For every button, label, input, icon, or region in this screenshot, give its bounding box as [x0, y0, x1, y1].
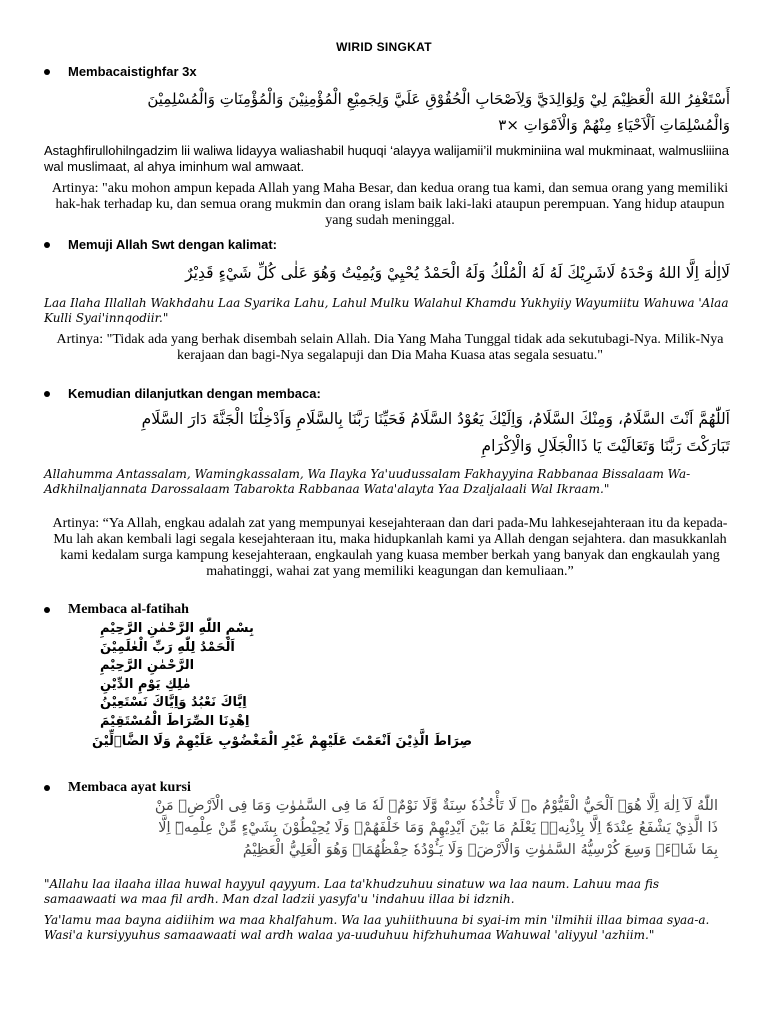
arabic-line: تَبَارَكْتَ رَبَّنَا وَتَعَالَيْتَ يَا ذَاالْجَلَالِ وَالْاِكْرَامِ	[481, 437, 730, 455]
heading-istighfar	[44, 64, 197, 79]
artinya-doa: Artinya: “Ya Allah, engkau adalah zat yang mempunyai kesejahteraan dan dari pada-Mu lahkesejahteraan itu da kepada-Mu lah akan kembali lagi segala kesejahteraan itu, maka hidupkanlah kami ya Allah dengan sejahtera. dan masukkanlah kami kedalam surga kampung kesejahteraan, engkaulah yang kuasa member berkah yang banyak dan engkaulah yang mahatinggi, wahai zat yang memiliki keagungan dan kemuliaan.”	[52, 516, 728, 579]
arabic-line: اللّٰهُ لَآ اِلٰهَ اِلَّا هُوَۚ اَلْحَيُّ الْقَيُّوْمُ ەۚ لَا تَأْخُذُهٗ سِنَةٌ وَّلَا نَوْمٌۗ لَهٗ مَا فِى السَّمٰوٰتِ وَمَا فِى الْاَرْضِۗ مَنْ	[154, 798, 718, 814]
fatihah-verse: الرَّحْمٰنِ الرَّحِيْمِ	[100, 658, 195, 673]
arabic-tahlil: لَااِلٰهَ اِلَّا اللهُ وَحْدَهُ لَاشَرِيْكَ لَهُ لَهُ الْمُلْكُ وَلَهُ الْحَمْدُ يُحْيِيْ وَيُمِيْتُ وَهُوَ عَلٰى كُلِّ شَيْءٍ قَدِيْرٌ	[185, 264, 730, 282]
arabic-kursi	[70, 795, 718, 861]
bullet-icon	[44, 391, 50, 397]
fatihah-verse: اِيَّاكَ نَعْبُدُ وَاِيَّاكَ نَسْتَعِيْنُ	[100, 695, 247, 710]
transliteration-tahlil: Laa Ilaha Illallah Wakhdahu Laa Syarika Lahu, Lahul Mulku Walahul Khamdu Yukhyiiy Wayumiitu Wahuwa 'Alaa Kulli Syai'innqodiir."	[44, 296, 729, 325]
arabic-line: أَسْتَغْفِرُ اللهَ الْعَظِيْمَ لِيْ وَلِوَالِدَيَّ وَلِاَصْحَابِ الْحُقُوْقِ عَلَيَّ وَلِجَمِيْعِ الْمُؤْمِنِيْنَ وَالْمُؤْمِنَاتِ وَالْمُسْلِمِيْنَ	[147, 90, 730, 108]
artinya-tahlil: Artinya: "Tidak ada yang berhak disembah selain Allah. Dia Yang Maha Tunggal tidak ada sekutubagi-Nya. Milik-Nya kerajaan dan bagi-Nya segalapuji dan Dia Maha Kuasa atas segala sesuatu."	[56, 332, 724, 363]
artinya-istighfar: Artinya: "aku mohon ampun kepada Allah yang Maha Besar, dan kedua orang tua kami, dan semua orang yang memiliki hak-hak terhadap ku, dan semua orang mukmin dan orang islam baik laki-laki ataupun perempuan. Yang hidup ataupun yang sudah meninggal.	[51, 181, 729, 228]
transliteration-doa: Allahumma Antassalam, Wamingkassalam, Wa Ilayka Ya'uudussalam Fakhayyina Rabbanaa Bissalaam Wa-Adkhilnaljannata Darossalaam Tabarokta Rabbanaa Wata'alayta Yaa Dzaljalaali Wal Ikraam."	[44, 467, 691, 496]
arabic-line: بِمَا شَاۤءَۚ وَسِعَ كُرْسِيُّهُ السَّمٰوٰتِ وَالْاَرْضَۚ وَلَا يَـُٔوْدُهٗ حِفْظُهُمَاۚ وَهُوَ الْعَلِيُّ الْعَظِيْمُ	[242, 842, 718, 858]
arabic-doa	[40, 406, 730, 460]
arabic-istighfar	[40, 86, 730, 138]
bullet-icon	[44, 69, 50, 75]
arabic-line: ذَا الَّذِيْ يَشْفَعُ عِنْدَهٗٓ اِلَّا بِاِذْنِهٖۗ يَعْلَمُ مَا بَيْنَ اَيْدِيْهِمْ وَمَا خَلْفَهُمْۚ وَلَا يُحِيْطُوْنَ بِشَيْءٍ مِّنْ عِلْمِهٖٓ اِلَّا	[158, 820, 718, 836]
fatihah-last-verse	[92, 733, 552, 752]
bullet-icon	[44, 242, 50, 248]
fatihah-verse: اَلْحَمْدُ لِلّٰهِ رَبِّ الْعٰلَمِيْنَ	[100, 639, 235, 655]
fatihah-verse: بِسْمِ اللّٰهِ الرَّحْمٰنِ الرَّحِيْمِ	[100, 621, 254, 636]
transliteration-kursi-2: Ya'lamu maa bayna aidiihim wa maa khalfahum. Wa laa yuhiithuuna bi syai-im min 'ilmihii illaa bimaa syaa-a. Wasi'a kursiyyuhus samaawaati wal ardh walaa ya-uuduhuu hifzhuhumaa Wahuwal 'aliyyul 'azhiim."	[44, 913, 710, 942]
fatihah-verse: صِرَاطَ الَّذِيْنَ اَنْعَمْتَ عَلَيْهِمْ غَيْرِ الْمَغْضُوْبِ عَلَيْهِمْ وَلَا الضَّاۤلِّيْنَ	[92, 734, 473, 749]
heading-kursi	[44, 780, 191, 796]
transliteration-kursi-1: "Allahu laa ilaaha illaa huwal hayyul qayyum. Laa ta'khudzuhuu sinatuw wa laa naum. Lahuu maa fis samaawaati wa maa fil ardh. Man dzal ladzii yasyfa'u 'indahuu illaa bi idznih.	[44, 877, 660, 906]
heading-label: Membaca ayat kursi	[68, 780, 191, 795]
transliteration-istighfar: Astaghfirullohilngadzim lii waliwa lidayya waliashabil huquqi ‘alayya walijamii’il mukminiina wal mukminaat, walmusliiina wal muslimaat, al ahya iminhum wal amwaat.	[44, 143, 729, 174]
heading-fatihah	[44, 602, 189, 618]
fatihah-verse: مٰلِكِ يَوْمِ الدِّيْنِ	[100, 676, 191, 692]
heading-label: Membaca al-fatihah	[68, 602, 189, 617]
heading-label: Membacaistighfar 3x	[68, 64, 197, 79]
heading-label: Memuji Allah Swt dengan kalimat:	[68, 237, 277, 252]
fatihah-verses	[100, 620, 320, 731]
heading-doa	[44, 386, 321, 401]
fatihah-verse: اِهْدِنَا الصِّرَاطَ الْمُسْتَقِيْمَ	[100, 713, 250, 729]
page-title: WIRID SINGKAT	[336, 40, 432, 54]
arabic-line: وَالْمُسْلِمَاتِ اَلْاَحْيَاءِ مِنْهُمْ وَالْاَمْوَاتِ ×٣	[498, 116, 730, 134]
heading-tahlil	[44, 237, 277, 252]
bullet-icon	[44, 785, 50, 791]
heading-label: Kemudian dilanjutkan dengan membaca:	[68, 386, 321, 401]
arabic-line: اَللّٰهُمَّ اَنْتَ السَّلَامُ، وَمِنْكَ السَّلَامُ، وَاِلَيْكَ يَعُوْدُ السَّلَامُ فَحَيِّنَا رَبَّنَا بِالسَّلَامِ وَاَدْخِلْنَا الْجَنَّةَ دَارَ السَّلَامِ	[141, 410, 730, 428]
bullet-icon	[44, 607, 50, 613]
